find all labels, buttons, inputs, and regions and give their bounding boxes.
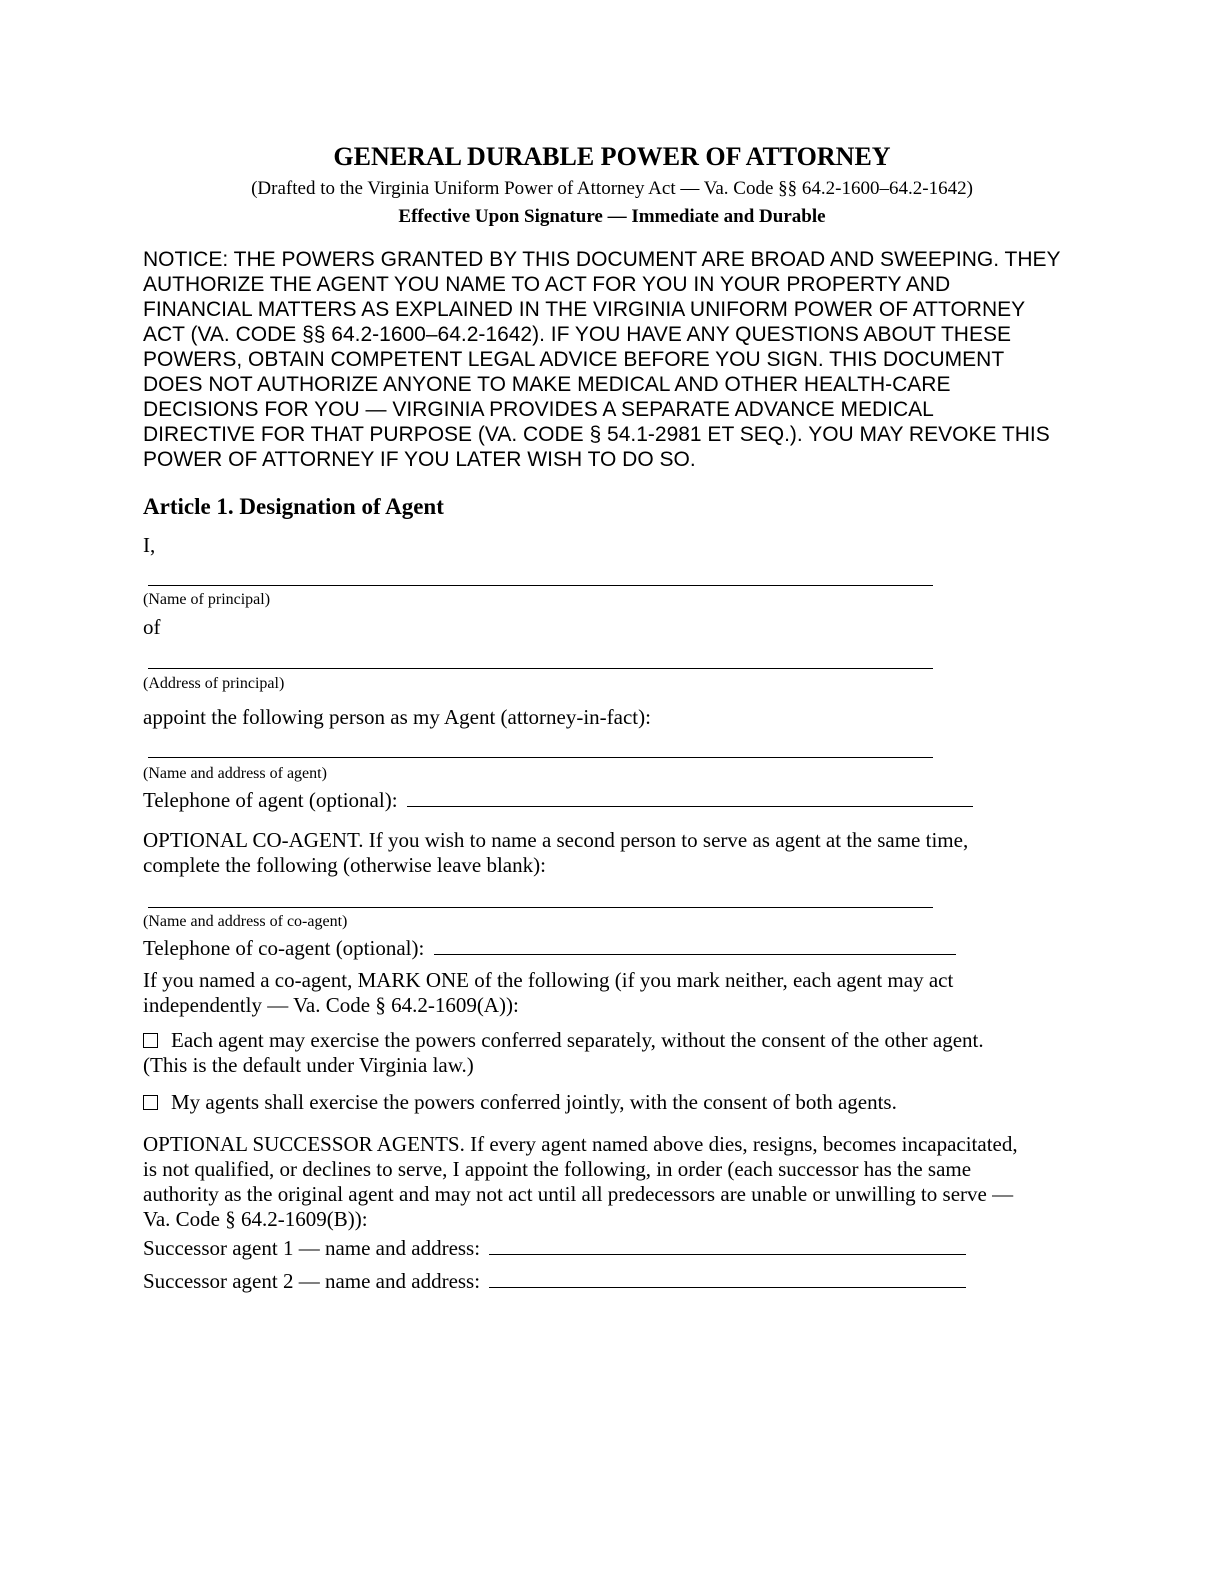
principal-address-field[interactable]	[148, 668, 933, 669]
successor-intro-line: OPTIONAL SUCCESSOR AGENTS. If every agent named above dies, resigns, becomes incapacitated,	[143, 1132, 1018, 1156]
coagent-phone-row	[143, 936, 956, 961]
successor-2-field[interactable]	[489, 1269, 966, 1288]
notice-line: DOES NOT AUTHORIZE ANYONE TO MAKE MEDICAL AND OTHER HEALTH-CARE	[143, 373, 951, 396]
option-jointly-text: My agents shall exercise the powers conferred jointly, with the consent of both agents.	[171, 1090, 897, 1114]
coagent-intro-line: OPTIONAL CO-AGENT. If you wish to name a second person to serve as agent at the same time,	[143, 828, 969, 852]
article-1-heading: Article 1. Designation of Agent	[143, 494, 444, 519]
successor-intro-line: authority as the original agent and may not act until all predecessors are unable or unwilling to serve —	[143, 1182, 1014, 1206]
of-text: of	[143, 615, 161, 639]
successor-intro-line: Va. Code § 64.2-1609(B)):	[143, 1207, 368, 1231]
agent-phone-row	[143, 788, 973, 813]
agent-phone-field[interactable]	[407, 788, 973, 807]
notice-line: NOTICE: THE POWERS GRANTED BY THIS DOCUMENT ARE BROAD AND SWEEPING. THEY	[143, 248, 1061, 271]
mark-one-line: If you named a co-agent, MARK ONE of the following (if you mark neither, each agent may act	[143, 968, 954, 992]
mark-one-line: independently — Va. Code § 64.2-1609(A)):	[143, 993, 519, 1017]
successor-1-label: Successor agent 1 — name and address:	[143, 1236, 481, 1260]
option-jointly	[143, 1090, 897, 1115]
document-subtitle: (Drafted to the Virginia Uniform Power of Attorney Act — Va. Code §§ 64.2-1600–64.2-1642)	[251, 178, 973, 199]
option-separately	[143, 1028, 984, 1078]
jointly-checkbox[interactable]	[143, 1095, 158, 1110]
principal-address-caption: (Address of principal)	[143, 675, 285, 692]
document-title: GENERAL DURABLE POWER OF ATTORNEY	[333, 142, 891, 171]
option-separately-text: Each agent may exercise the powers conferred separately, without the consent of the other agent.	[171, 1028, 984, 1052]
successor-2-label: Successor agent 2 — name and address:	[143, 1269, 481, 1293]
notice-line: ACT (VA. CODE §§ 64.2-1600–64.2-1642). IF YOU HAVE ANY QUESTIONS ABOUT THESE	[143, 323, 1011, 346]
principal-name-field[interactable]	[148, 585, 933, 586]
notice-line: AUTHORIZE THE AGENT YOU NAME TO ACT FOR YOU IN YOUR PROPERTY AND	[143, 273, 951, 296]
coagent-intro-line: complete the following (otherwise leave blank):	[143, 853, 546, 877]
notice-line: DECISIONS FOR YOU — VIRGINIA PROVIDES A SEPARATE ADVANCE MEDICAL	[143, 398, 934, 421]
successor-2-row	[143, 1269, 966, 1294]
notice-line: DIRECTIVE FOR THAT PURPOSE (VA. CODE § 54.1-2981 ET SEQ.). YOU MAY REVOKE THIS	[143, 423, 1050, 446]
successor-intro-line: is not qualified, or declines to serve, I appoint the following, in order (each successor has the same	[143, 1157, 972, 1181]
coagent-phone-label: Telephone of co-agent (optional):	[143, 936, 425, 960]
agent-caption: (Name and address of agent)	[143, 765, 327, 782]
coagent-intro	[143, 828, 968, 878]
notice-block	[143, 247, 1061, 472]
coagent-name-address-field[interactable]	[148, 907, 933, 908]
agent-phone-label: Telephone of agent (optional):	[143, 788, 398, 812]
appoint-text: appoint the following person as my Agent (attorney-in-fact):	[143, 705, 651, 729]
principal-name-caption: (Name of principal)	[143, 591, 271, 608]
notice-line: FINANCIAL MATTERS AS EXPLAINED IN THE VIRGINIA UNIFORM POWER OF ATTORNEY	[143, 298, 1026, 321]
successor-1-row	[143, 1236, 966, 1261]
coagent-caption: (Name and address of co-agent)	[143, 913, 348, 930]
agent-name-address-field[interactable]	[148, 757, 933, 758]
successor-1-field[interactable]	[489, 1236, 966, 1255]
effective-statement: Effective Upon Signature — Immediate and Durable	[398, 206, 826, 227]
option-separately-note: (This is the default under Virginia law.)	[143, 1053, 474, 1077]
separately-checkbox[interactable]	[143, 1033, 158, 1048]
mark-one-instruction	[143, 968, 953, 1018]
successor-intro	[143, 1132, 1018, 1232]
notice-line: POWER OF ATTORNEY IF YOU LATER WISH TO DO SO.	[143, 448, 696, 471]
coagent-phone-field[interactable]	[434, 936, 956, 955]
i-text: I,	[143, 533, 156, 557]
notice-line: POWERS, OBTAIN COMPETENT LEGAL ADVICE BEFORE YOU SIGN. THIS DOCUMENT	[143, 348, 1005, 371]
